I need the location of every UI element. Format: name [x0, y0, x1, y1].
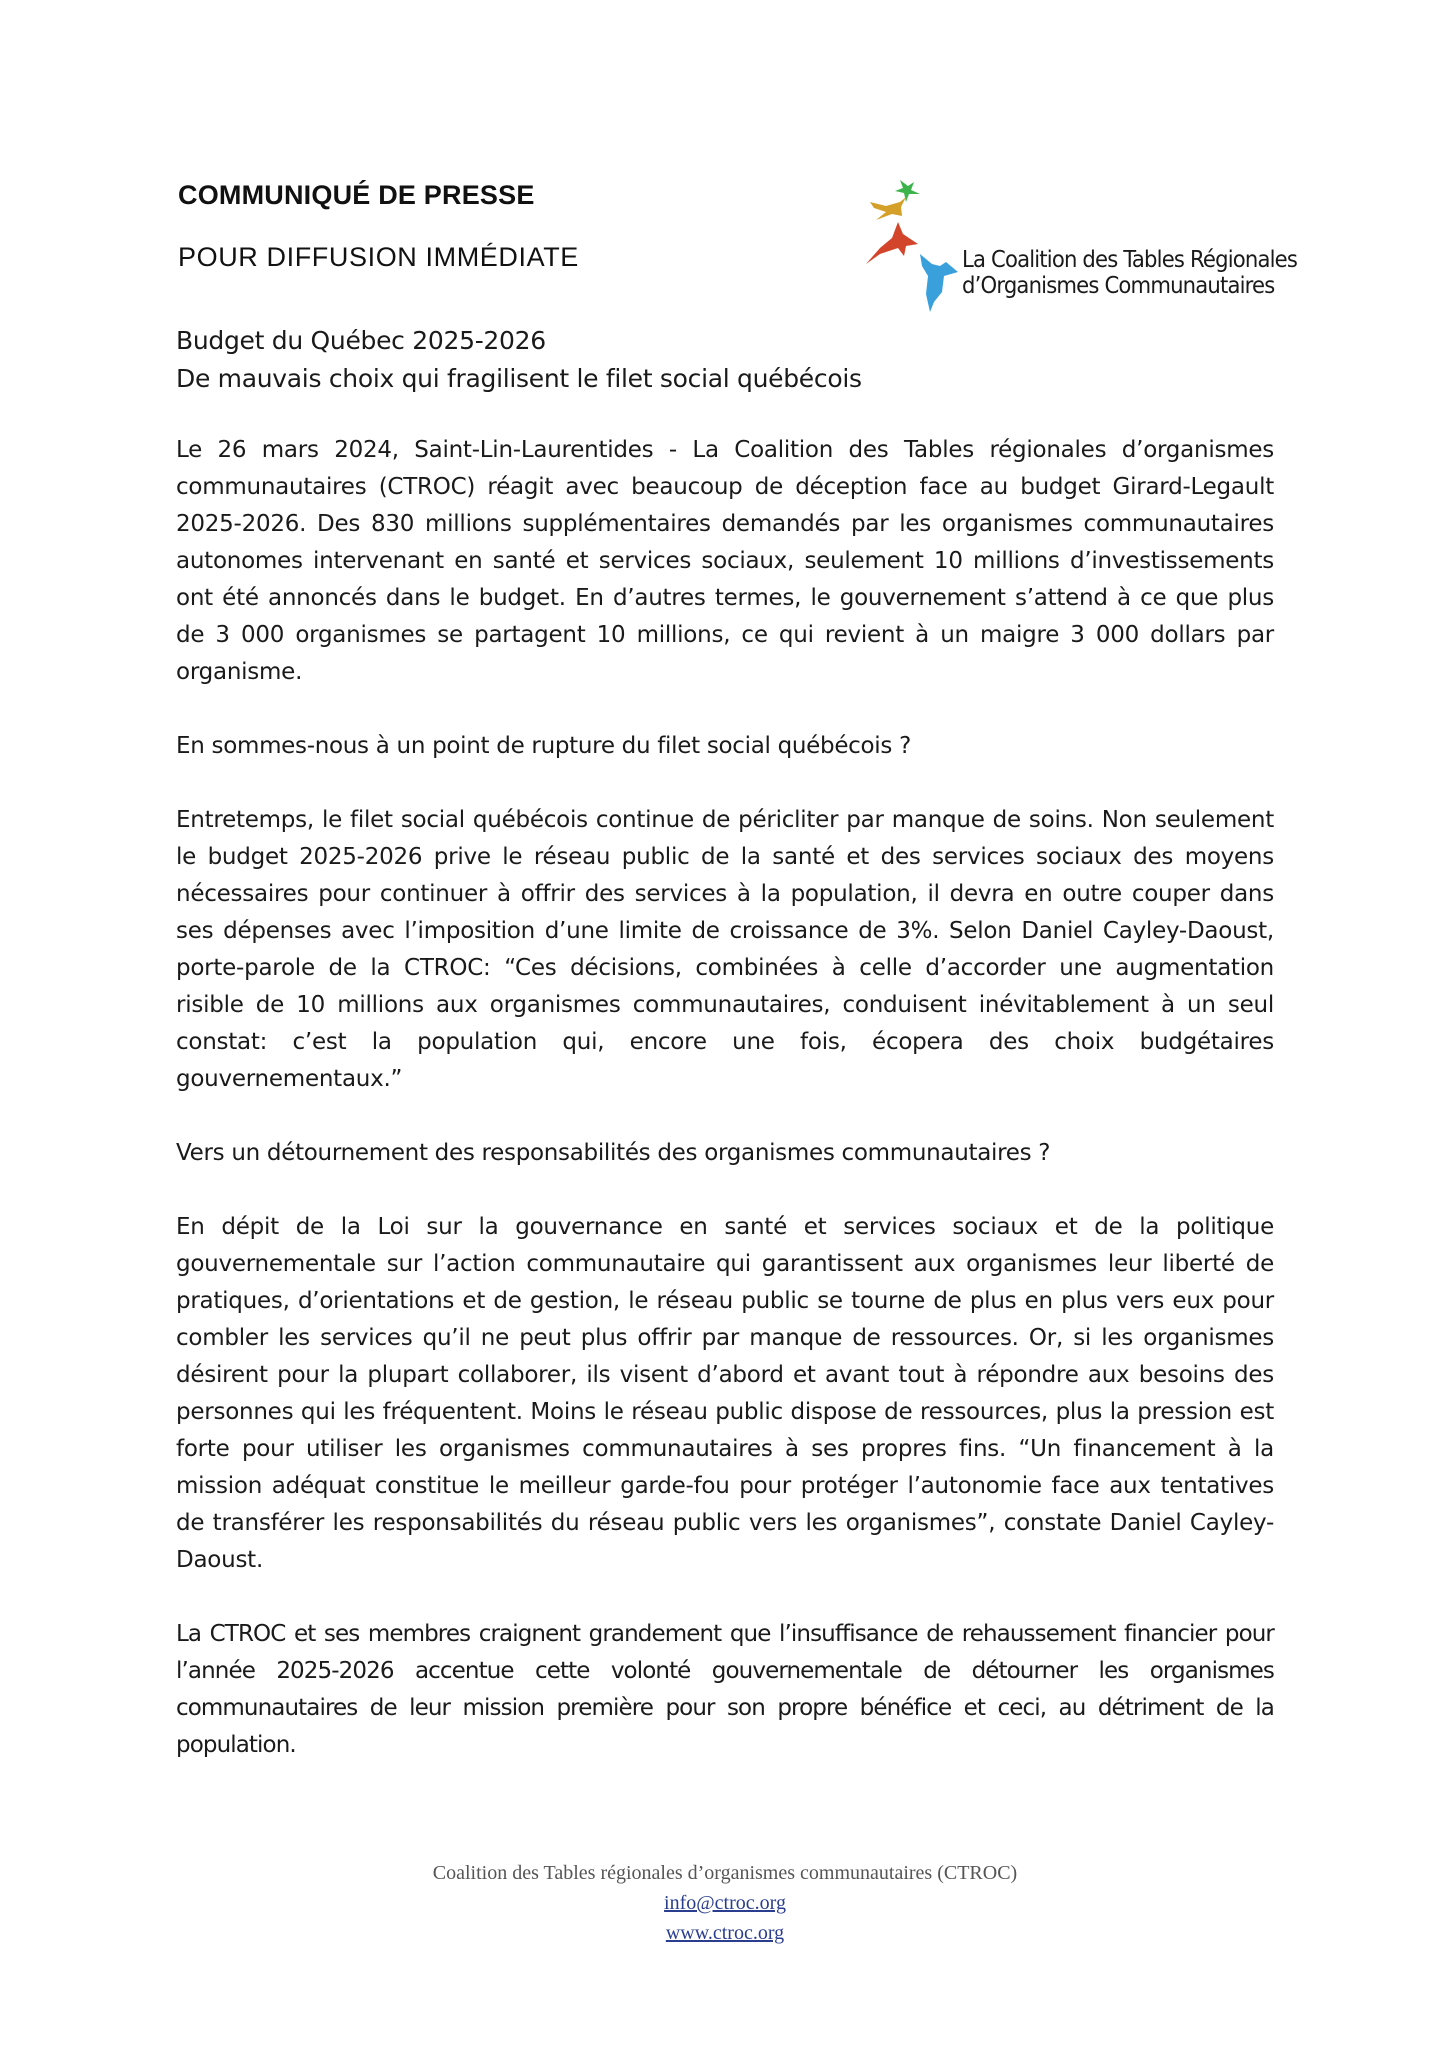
- logo-line2: d’Organismes Communautaires: [962, 273, 1275, 299]
- paragraph-intro: Le 26 mars 2024, Saint-Lin-Laurentides - La Coalition des Tables régionales d’organismes communautaires (CTROC) réagit avec beaucoup de déception face au budget Girard-Legault 2025-2026. Des 830 millions supplémentaires demandés par les organismes communautaires autonomes intervenant en santé et services sociaux, seulement 10 millions d’investissements ont été annoncés dans le budget. En d’autres termes, le gouvernement s’attend à ce que plus de 3 000 organismes se partagent 10 millions, ce qui revient à un maigre 3 000 dollars par organisme.: [176, 437, 1274, 685]
- footer: [0, 1858, 1450, 1948]
- green-figure-icon: [895, 180, 920, 202]
- logo-wordmark: [962, 247, 1297, 299]
- title-line1: Budget du Québec 2025-2026: [176, 326, 546, 355]
- red-figure-icon: [866, 222, 918, 264]
- title-line2: De mauvais choix qui fragilisent le filet social québécois: [176, 364, 862, 393]
- mustard-figure-icon: [870, 197, 906, 220]
- subheading-responsibilities: Vers un détournement des responsabilités des organismes communautaires ?: [176, 1140, 1051, 1166]
- press-release-label: COMMUNIQUÉ DE PRESSE: [178, 180, 535, 210]
- release-title: [176, 322, 1274, 398]
- ctroc-logo: [862, 172, 1302, 317]
- email-link[interactable]: info@ctroc.org: [664, 1892, 786, 1914]
- logo-line1: La Coalition des Tables Régionales: [962, 247, 1298, 273]
- immediate-release-label: POUR DIFFUSION IMMÉDIATE: [178, 242, 579, 272]
- footer-organization: Coalition des Tables régionales d’organismes communautaires (CTROC): [432, 1862, 1018, 1884]
- subheading-rupture: En sommes-nous à un point de rupture du filet social québécois ?: [176, 733, 911, 759]
- article-content: [176, 322, 1274, 1801]
- website-link[interactable]: www.ctroc.org: [665, 1922, 785, 1944]
- paragraph-social-net: Entretemps, le filet social québécois continue de péricliter par manque de soins. Non seulement le budget 2025-2026 prive le réseau public de la santé et des services sociaux des moyens nécessaires pour continuer à offrir des services à la population, il devra en outre couper dans ses dépenses avec l’imposition d’une limite de croissance de 3%. Selon Daniel Cayley-Daoust, porte-parole de la CTROC: “Ces décisions, combinées à celle d’accorder une augmentation risible de 10 millions aux organismes communautaires, conduisent inévitablement à un seul constat: c’est la population qui, encore une fois, écopera des choix budgétaires gouvernementaux.”: [176, 807, 1274, 1092]
- paragraph-governance: En dépit de la Loi sur la gouvernance en santé et services sociaux et de la politique gouvernementale sur l’action communautaire qui garantissent aux organismes leur liberté de pratiques, d’orientations et de gestion, le réseau public se tourne de plus en plus vers eux pour combler les services qu’il ne peut plus offrir par manque de ressources. Or, si les organismes désirent pour la plupart collaborer, ils visent d’abord et avant tout à répondre aux besoins des personnes qui les fréquentent. Moins le réseau public dispose de ressources, plus la pression est forte pour utiliser les organismes communautaires à ses propres fins. “Un financement à la mission adéquat constitue le meilleur garde-fou pour protéger l’autonomie face aux tentatives de transférer les responsabilités du réseau public vers les organismes”, constate Daniel Cayley-Daoust.: [176, 1214, 1274, 1573]
- paragraph-conclusion: La CTROC et ses membres craignent grandement que l’insuffisance de rehaussement financier pour l’année 2025-2026 accentue cette volonté gouvernementale de détourner les organismes communautaires de leur mission première pour son propre bénéfice et ceci, au détriment de la population.: [176, 1621, 1274, 1758]
- blue-figure-icon: [920, 254, 958, 312]
- people-figures-icon: [862, 172, 972, 317]
